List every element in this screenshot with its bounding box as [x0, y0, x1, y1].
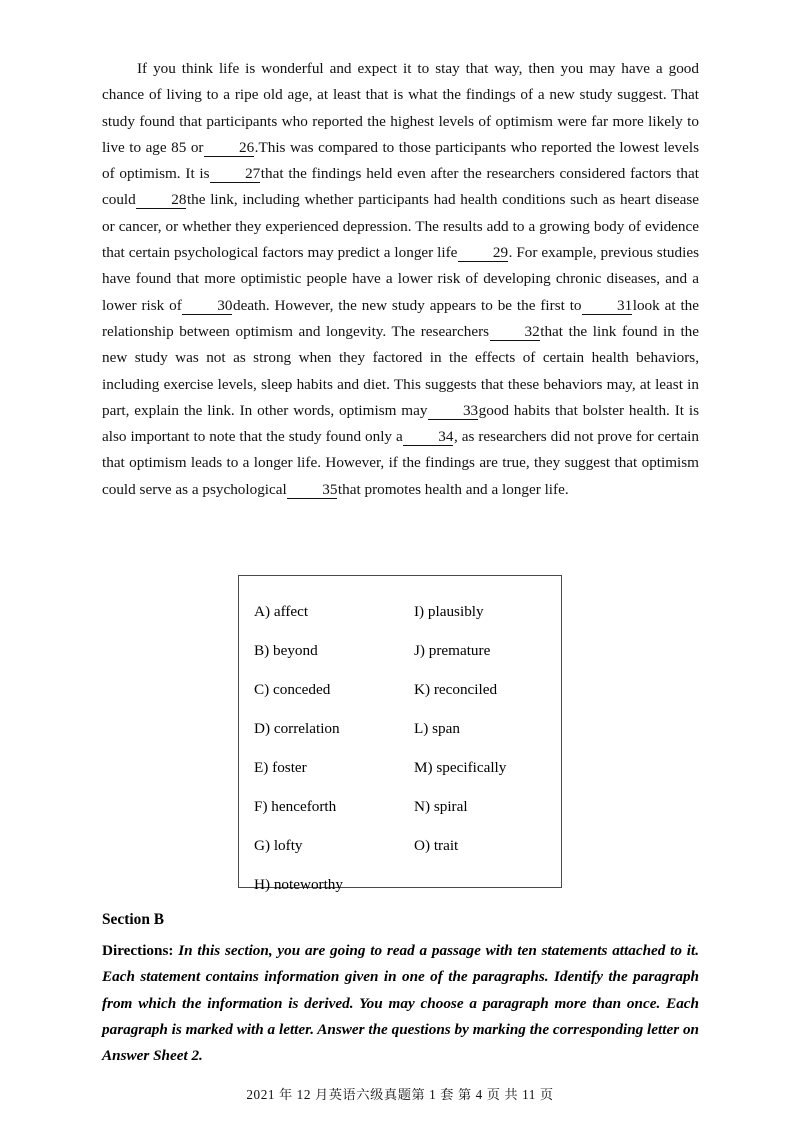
section-b	[102, 908, 699, 1069]
word-bank-option[interactable]: I) plausibly	[414, 603, 484, 620]
word-bank-columns	[239, 576, 561, 893]
cloze-blank-29[interactable]: 29	[458, 245, 508, 262]
word-bank-option[interactable]: L) span	[414, 720, 460, 737]
word-bank-option[interactable]: D) correlation	[254, 720, 340, 737]
word-bank-option[interactable]: B) beyond	[254, 642, 318, 659]
section-b-title: Section B	[102, 911, 164, 928]
word-bank-column-right	[414, 592, 506, 865]
answer-sheet-reference: Answer Sheet 2.	[102, 1047, 203, 1065]
cloze-blank-30[interactable]: 30	[182, 298, 232, 315]
cloze-blank-31[interactable]: 31	[582, 298, 632, 315]
cloze-blank-26[interactable]: 26	[204, 140, 254, 157]
directions-body: In this section, you are going to read a passage with ten statements attached to it. Each statement contains information given in one of the paragraphs. Identify the paragraph from which the information is derived. You may choose a paragraph more than once. Each paragraph is marked with a letter. Answer the questions by marking the corresponding letter on	[102, 942, 699, 1038]
word-bank-option[interactable]: J) premature	[414, 642, 491, 659]
cloze-passage: If you think life is wonderful and expect it to stay that way, then you may have a good chance of living to a ripe old age, at least that is what the findings of a new study suggest. That study found that participants who reported the highest levels of optimism were far more likely to live to age 85 or 26.This was compared to those participants who reported the lowest levels of optimism. It is 27that the findings held even after the researchers considered factors that could 28the link, including whether participants had health conditions such as heart disease or cancer, or whether they experienced depression. The results add to a growing body of evidence that certain psychological factors may predict a longer life 29. For example, previous studies have found that more optimistic people have a lower risk of developing chronic diseases, and a lower risk of 30death. However, the new study appears to be the first to 31look at the relationship between optimism and longevity. The researchers 32that the link found in the new study was not as strong when they factored in the effects of certain health behaviors, including exercise levels, sleep habits and diet. This suggests that these behaviors may, at least in part, explain the link. In other words, optimism may 33good habits that bolster health. It is also important to note that the study found only a 34, as researchers did not prove for certain that optimism leads to a longer life. However, if the findings are true, they suggest that optimism could serve as a psychological 35that promotes health and a longer life.	[102, 60, 700, 498]
word-bank-option[interactable]: G) lofty	[254, 837, 303, 854]
word-bank-option[interactable]: A) affect	[254, 603, 309, 620]
cloze-blank-33[interactable]: 33	[428, 403, 478, 420]
word-bank-box	[238, 575, 562, 893]
word-bank-option[interactable]: H) noteworthy	[254, 876, 343, 893]
cloze-blank-35[interactable]: 35	[287, 482, 337, 499]
word-bank-option[interactable]: N) spiral	[414, 798, 468, 815]
word-bank-option[interactable]: M) specifically	[414, 759, 507, 776]
word-bank-option[interactable]: C) conceded	[254, 681, 331, 698]
page-footer: 2021 年 12 月英语六级真题第 1 套 第 4 页 共 11 页	[246, 1087, 554, 1102]
word-bank-column-left	[254, 592, 343, 904]
cloze-blank-28[interactable]: 28	[136, 192, 186, 209]
word-bank-option[interactable]: E) foster	[254, 759, 307, 776]
cloze-blank-32[interactable]: 32	[490, 324, 540, 341]
cloze-blank-34[interactable]: 34	[403, 429, 453, 446]
word-bank-option[interactable]: K) reconciled	[414, 681, 498, 698]
section-b-directions	[102, 938, 699, 1069]
word-bank-option[interactable]: F) henceforth	[254, 798, 337, 815]
word-bank-option[interactable]: O) trait	[414, 837, 459, 854]
cloze-blank-27[interactable]: 27	[210, 166, 260, 183]
directions-label: Directions:	[102, 942, 174, 959]
